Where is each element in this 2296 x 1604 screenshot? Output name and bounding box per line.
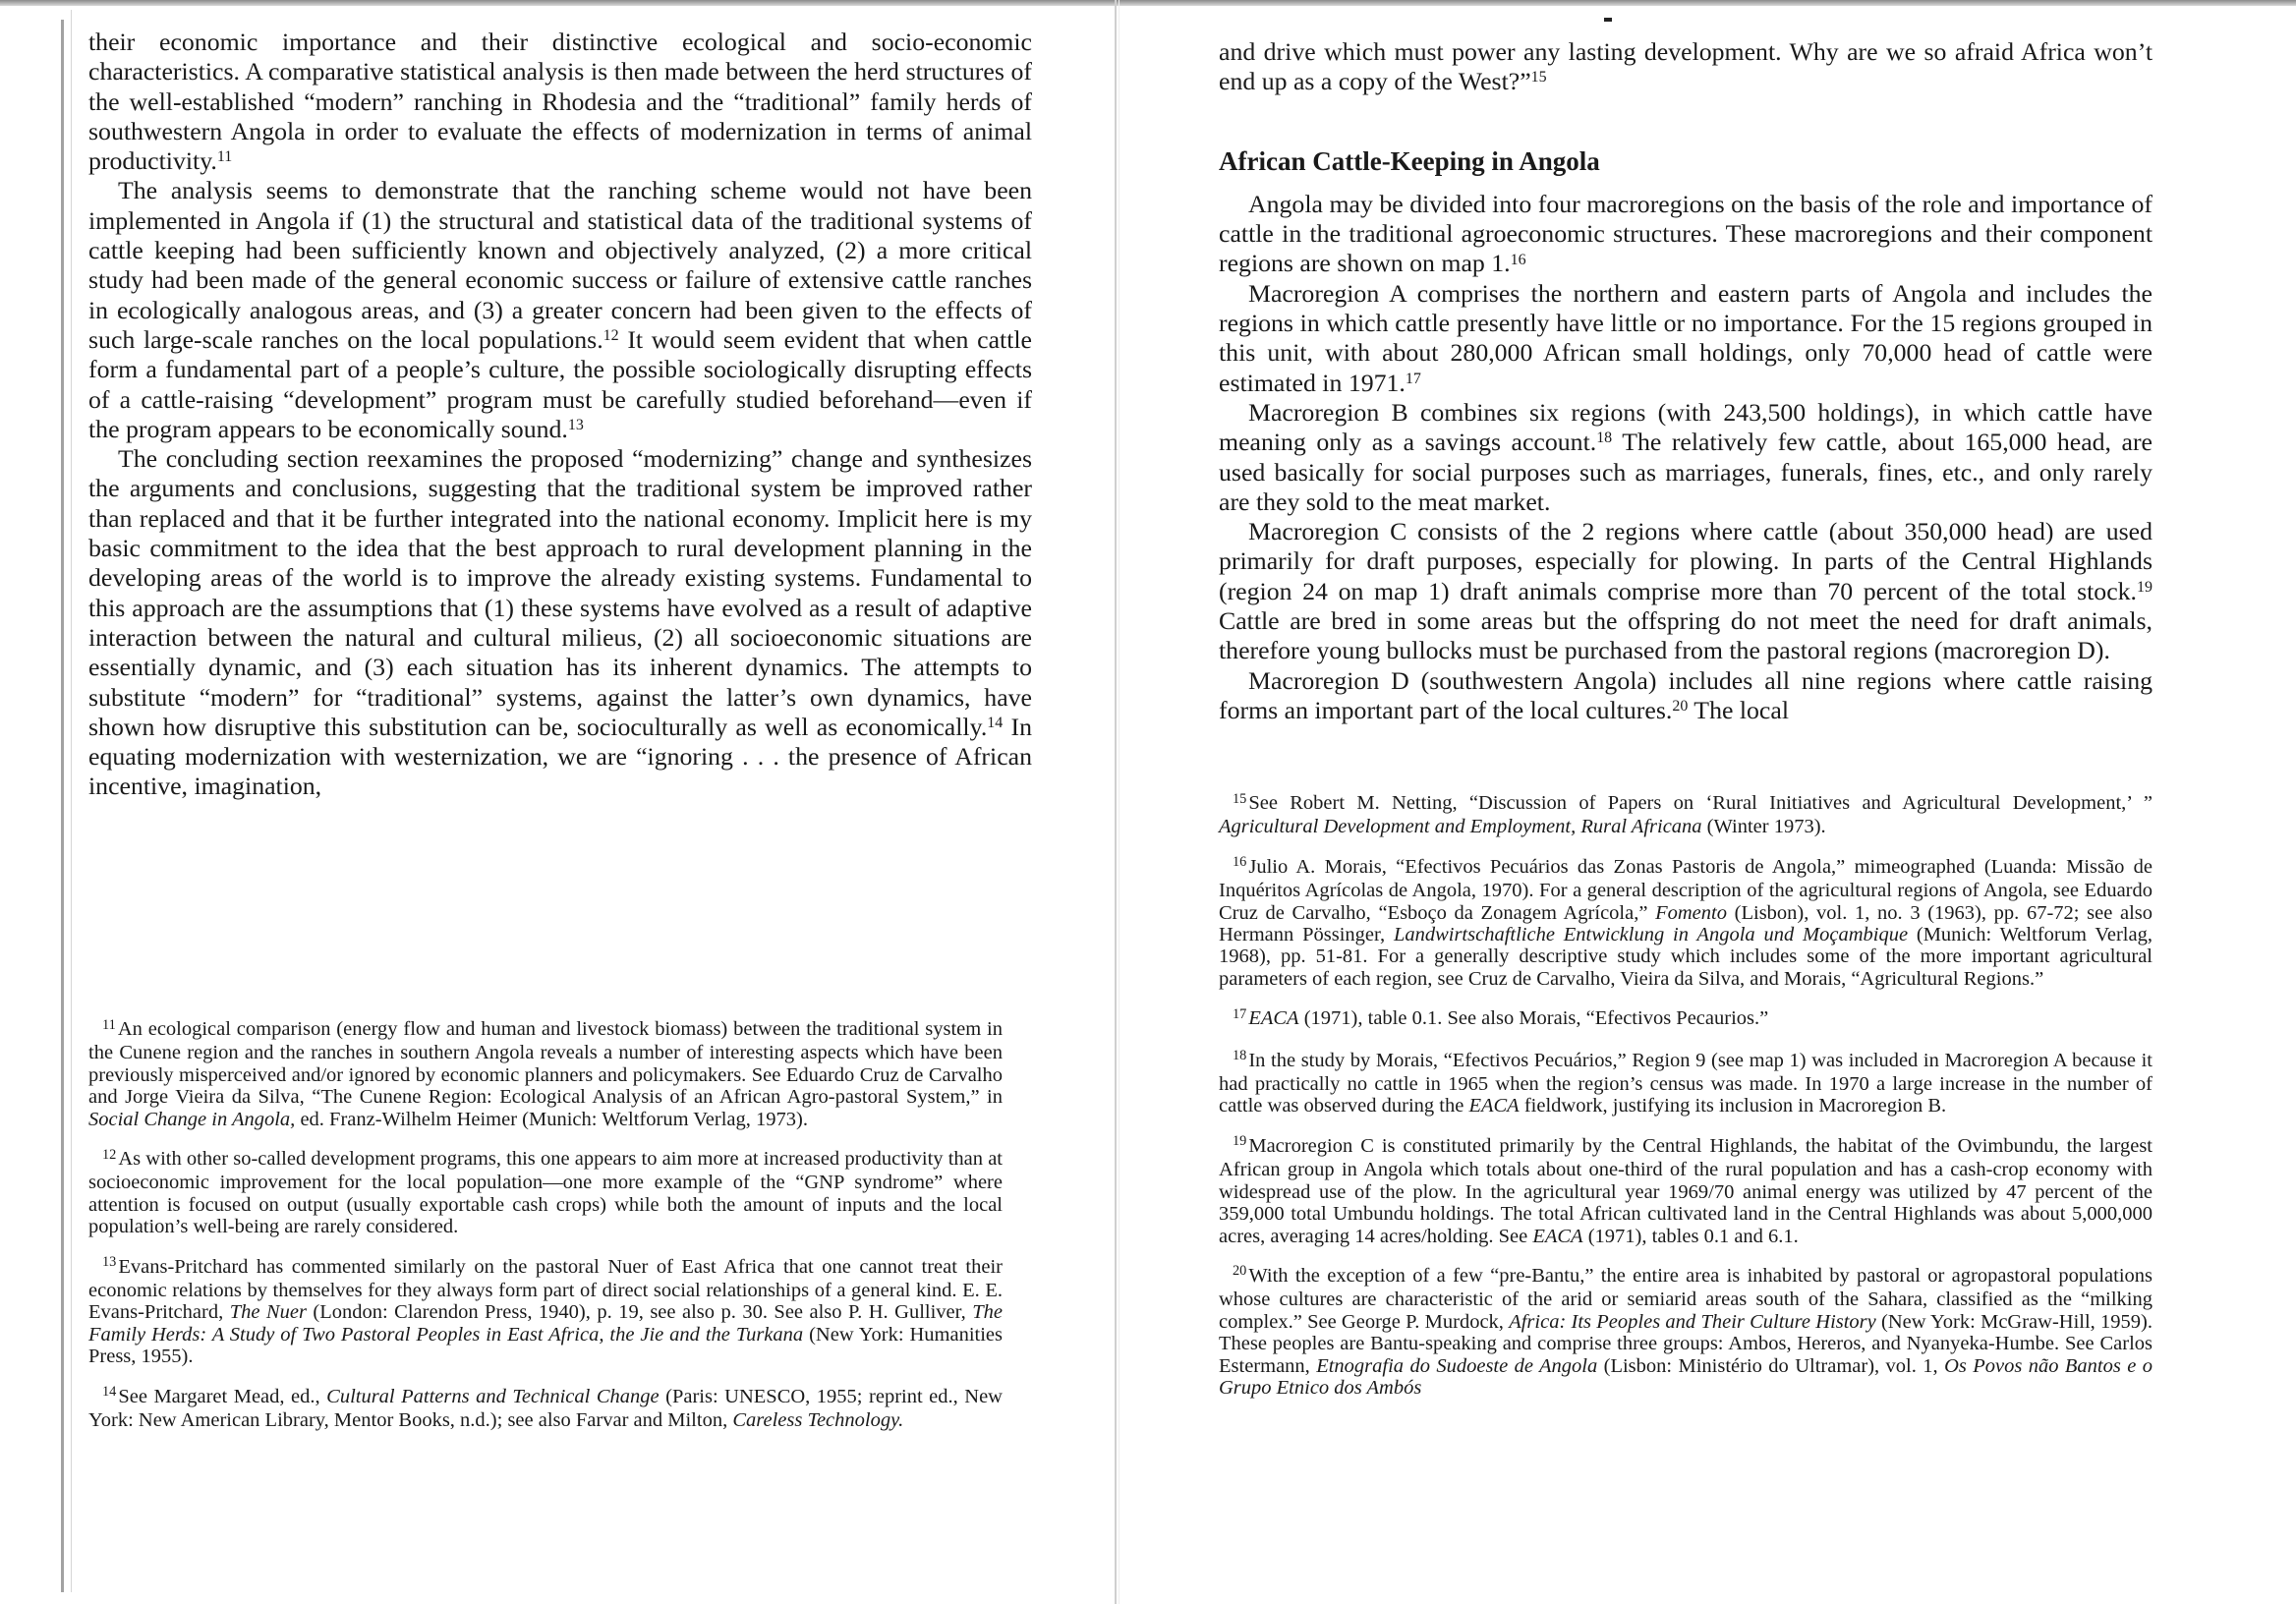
- scan-left-edge-inner: [71, 10, 72, 1592]
- footnote: $^{18}$In the study by Morais, “Efectivos Pecuários,” Region 9 (see map 1) was included in Macroregion A because it had practically no cattle in 1965 when the region’s census was made. In 1970 a large increase in the number of cattle was observed during the EACA fieldwork, justifying its inclusion in Macroregion B.: [1219, 1048, 2152, 1117]
- right-body: [1219, 37, 2152, 725]
- page-gutter: [1115, 0, 1117, 1604]
- left-footnotes: [88, 1018, 1003, 1450]
- footnote: $^{20}$With the exception of a few “pre-Bantu,” the entire area is inhabited by pastoral or agropastoral populations whose cultures are characteristic of the arid or semiarid areas south of the Sahara, classified as the “milking complex.” See George P. Murdock, Africa: Its Peoples and Their Culture History (New York: McGraw-Hill, 1959). These peoples are Bantu-speaking and comprise three groups: Ambos, Hereros, and Nyanyeka-Humbe. See Carlos Estermann, Etnografia do Sudoeste de Angola (Lisbon: Ministério do Ultramar), vol. 1, Os Povos não Bantos e o Grupo Etnico dos Ambós: [1219, 1263, 2152, 1399]
- scan-left-edge: [61, 20, 64, 1592]
- paragraph: The concluding section reexamines the proposed “modernizing” change and synthesizes the arguments and conclusions, suggesting that the traditional system be improved rather than replaced and that it be further integrated into the national economy. Implicit here is my basic commitment to the idea that the best approach to rural development planning in the developing areas of the world is to improve the already existing systems. Fundamental to this approach are the assumptions that (1) these systems have evolved as a result of adaptive interaction between the natural and cultural milieus, (2) all socioeconomic situations are essentially dynamic, and (3) each situation has its inherent dynamics. The attempts to substitute “modern” for “traditional” systems, against the latter’s own dynamics, have shown how disruptive this substitution can be, socioculturally as well as economically.$^{14}$ In equating modernization with westernization, we are “ignoring . . . the presence of African incentive, imagination,: [88, 444, 1032, 801]
- paragraph: Macroregion A comprises the northern and eastern parts of Angola and includes the regions in which cattle presently have little or no importance. For the 15 regions grouped in this unit, with about 280,000 African small holdings, only 70,000 head of cattle were estimated in 1971.17: [1219, 278, 2152, 397]
- paragraph: Macroregion D (southwestern Angola) includes all nine regions where cattle raising forms an important part of the local cultures.$^{20}$ The local: [1219, 665, 2152, 724]
- footnote: $^{14}$See Margaret Mead, ed., Cultural Patterns and Technical Change (Paris: UNESCO, 1955; reprint ed., New York: New American Library, Mentor Books, n.d.); see also Farvar and Milton, Careless Technology.: [88, 1384, 1003, 1432]
- footnote: $^{17}$EACA (1971), table 0.1. See also Morais, “Efectivos Pecaurios.”: [1233, 1005, 1769, 1030]
- right-footnotes: [1219, 792, 2152, 1416]
- footnote: $^{13}$Evans-Pritchard has commented similarly on the pastoral Nuer of East Africa that one cannot treat their economic relations by themselves for they always form part of direct social relationships of a general kind. E. E. Evans-Pritchard, The Nuer (London: Clarendon Press, 1940), p. 19, see also p. 30. See also P. H. Gulliver, The Family Herds: A Study of Two Pastoral Peoples in East Africa, the Jie and the Turkana (New York: Humanities Press, 1955).: [88, 1254, 1004, 1368]
- paragraph: Macroregion C consists of the 2 regions where cattle (about 350,000 head) are used primarily for draft purposes, especially for plowing. In parts of the Central Highlands (region 24 on map 1) draft animals comprise more than 70 percent of the total stock.$^{19}$ Cattle are bred in some areas but the offspring do not meet the need for draft animals, therefore young bullocks must be purchased from the pastoral regions (macroregion D).: [1219, 517, 2152, 665]
- footnote: $^{19}$Macroregion C is constituted primarily by the Central Highlands, the habitat of the Ovimbundu, the largest African group in Angola which totals about one-third of the rural population and has a cash-crop economy with widespread use of the plow. In the agricultural year 1969/70 animal energy was utilized by 47 percent of the 359,000 total Umbundu holdings. The total African cultivated land in the Central Highlands was about 5,000,000 acres, averaging 14 acres/holding. See EACA (1971), tables 0.1 and 6.1.: [1219, 1133, 2152, 1247]
- footnote: $^{16}$Julio A. Morais, “Efectivos Pecuários das Zonas Pastoris de Angola,” mimeographed (Luanda: Missão de Inquéritos Agrícolas de Angola, 1970). For a general description of the agricultural regions of Angola, see Eduardo Cruz de Carvalho, “Esboço da Zonagem Agrícola,” Fomento (Lisbon), vol. 1, no. 3 (1963), pp. 67-72; see also Hermann Pössinger, Landwirtschaftliche Entwicklung in Angola und Moçambique (Munich: Weltforum Verlag, 1968), pp. 51-81. For a generally descriptive study which includes some of the more important agricultural parameters of each region, see Cruz de Carvalho, Vieira da Silva, and Morais, “Agricultural Regions.”: [1219, 854, 2152, 990]
- left-body: [88, 28, 1032, 802]
- paragraph: Macroregion B combines six regions (with 243,500 holdings), in which cattle have meaning only as a savings account.$^{18}$ The relatively few cattle, about 165,000 head, are used basically for social purposes such as marriages, funerals, fines, etc., and only rarely are they sold to the meat market.: [1219, 397, 2152, 516]
- section-heading: African Cattle-Keeping in Angola: [1219, 145, 1600, 176]
- paragraph: and drive which must power any lasting development. Why are we so afraid Africa won’t end up as a copy of the West?”$^{15}$: [1219, 37, 2152, 96]
- footnote: $^{12}$As with other so-called development programs, this one appears to aim more at increased productivity than at socioeconomic improvement for the local population—one more example of the “GNP syndrome” where attention is focused on output (usually exportable cash crops) while both the amount of inputs and the local population’s well-being are rarely considered.: [88, 1146, 1003, 1238]
- scan-mark: [1604, 18, 1612, 22]
- paragraph: Angola may be divided into four macroregions on the basis of the role and importance of cattle in the traditional agroeconomic structures. These macroregions and their component regions are shown on map 1.16: [1219, 189, 2152, 278]
- footnote: $^{15}$See Robert M. Netting, “Discussion of Papers on ‘Rural Initiatives and Agricultural Development,’ ” Agricultural Development and Employment, Rural Africana (Winter 1973).: [1219, 790, 2152, 838]
- paragraph: their economic importance and their distinctive ecological and socio-economic characteristics. A comparative statistical analysis is then made between the herd structures of the well-established “modern” ranching in Rhodesia and the “traditional” family herds of southwestern Angola in order to evaluate the effects of modernization in terms of animal productivity.$^{11}$: [88, 28, 1032, 176]
- paragraph: The analysis seems to demonstrate that the ranching scheme would not have been implemented in Angola if (1) the structural and statistical data of the traditional systems of cattle keeping had been sufficiently known and objectively analyzed, (2) a more critical study had been made of the general economic success or failure of extensive cattle ranches in ecologically analogous areas, and (3) a greater concern had been given to the effects of such large-scale ranches on the local populations.$^{12}$ It would seem evident that when cattle form a fundamental part of a people’s culture, the possible sociologically disrupting effects of a cattle-raising “development” program must be carefully studied beforehand—even if the program appears to be economically sound.$^{13}$: [88, 176, 1032, 443]
- scan-top-edge: [0, 0, 2296, 6]
- footnote: $^{11}$An ecological comparison (energy flow and human and livestock biomass) between the traditional system in the Cunene region and the ranches in southern Angola reveals a number of interesting aspects which have been previously misperceived and/or ignored by economic planners and policymakers. See Eduardo Cruz de Carvalho and Jorge Vieira da Silva, “The Cunene Region: Ecological Analysis of an African Agro-pastoral System,” in Social Change in Angola, ed. Franz-Wilhelm Heimer (Munich: Weltforum Verlag, 1973).: [88, 1016, 1003, 1130]
